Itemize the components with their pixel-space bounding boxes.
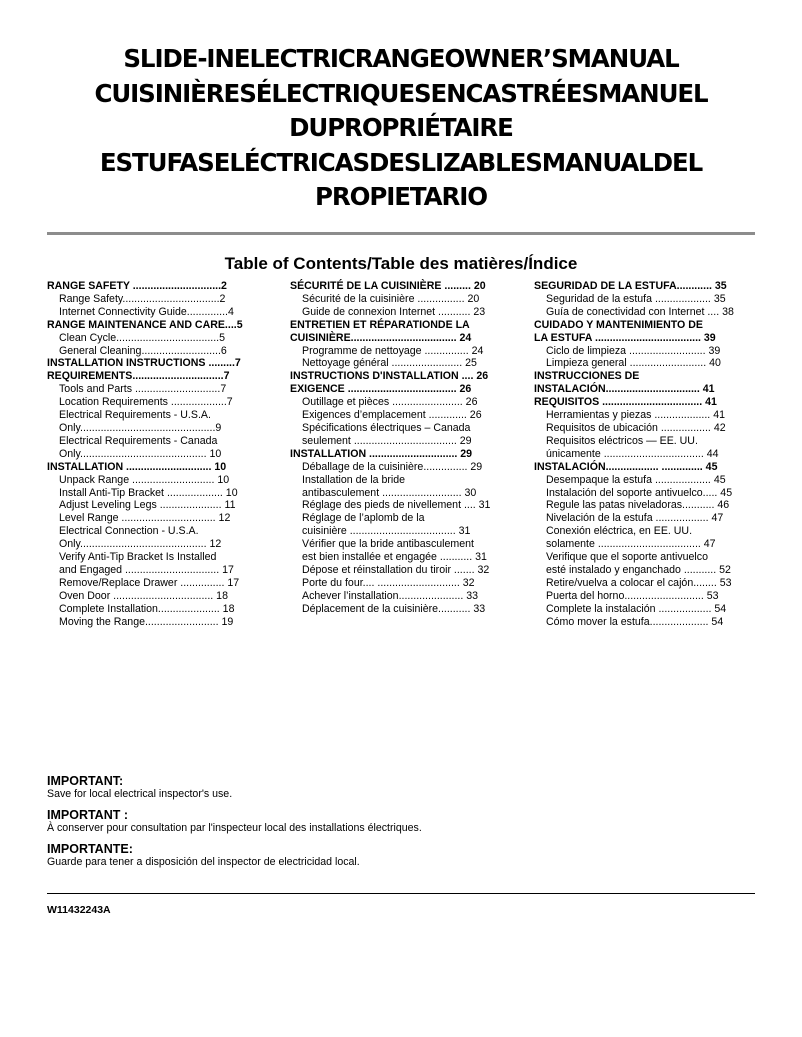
- toc-subsection-entry: Vérifier que la bride antibasculement: [302, 538, 474, 551]
- toc-subsection-entry: seulement ................................... 29: [302, 434, 472, 447]
- toc-subsection-entry: Installation de la bride: [302, 473, 406, 486]
- note-heading-spanish: IMPORTANTE:: [47, 842, 133, 856]
- toc-subsection-entry: est bien installée et engagée ........... 31: [302, 551, 487, 564]
- toc-subsection-entry: Déballage de la cuisinière............... 29: [302, 460, 483, 473]
- toc-subsection-entry: Limpieza general .......................... 40: [546, 357, 721, 370]
- note-heading-french: IMPORTANT :: [47, 808, 129, 822]
- toc-subsection-entry: and Engaged ................................ 17: [59, 563, 234, 576]
- manual-title: [40, 42, 762, 215]
- toc-subsection-entry: únicamente .................................. 44: [546, 447, 719, 460]
- toc-subsection-entry: Cómo mover la estufa.................... 54: [546, 615, 724, 628]
- title-line: PROPIETARIO: [315, 182, 487, 211]
- title-line: DUPROPRIÉTAIRE: [289, 113, 513, 142]
- toc-subsection-entry: Herramientas y piezas ................... 41: [546, 409, 725, 422]
- important-notes: [47, 774, 755, 876]
- toc-subsection-entry: Spécifications électriques – Canada: [302, 421, 471, 434]
- toc-subsection-entry: Only..............................................9: [59, 421, 222, 434]
- toc-subsection-entry: Programme de nettoyage ............... 24: [302, 344, 484, 357]
- toc-section-entry: SEGURIDAD DE LA ESTUFA............ 35: [534, 280, 727, 292]
- toc-section-entry: LA ESTUFA .................................... 39: [534, 331, 716, 344]
- toc-subsection-entry: Achever l’installation...................... 33: [302, 589, 479, 602]
- title-line: CUISINIÈRESÉLECTRIQUESENCASTRÉESMANUEL: [94, 78, 708, 108]
- toc-subsection-entry: Electrical Requirements - Canada: [59, 434, 218, 447]
- toc-subsection-entry: Sécurité de la cuisinière ................ 20: [302, 292, 480, 305]
- toc-subsection-entry: Guide de connexion Internet ........... 23: [302, 305, 486, 318]
- toc-section-entry: INSTALACIÓN................................ 41: [534, 383, 715, 396]
- toc-subsection-entry: Clean Cycle...................................5: [59, 331, 226, 344]
- toc-section-entry: INSTRUCCIONES DE: [534, 370, 640, 383]
- note-heading-english: IMPORTANT:: [47, 774, 124, 788]
- toc-subsection-entry: solamente ................................... 47: [546, 538, 716, 551]
- toc-subsection-entry: Only........................................... 10: [59, 447, 222, 460]
- toc-subsection-entry: Instalación del soporte antivuelco..... 45: [546, 486, 733, 499]
- toc-subsection-entry: Requisitos de ubicación ................. 42: [546, 421, 726, 434]
- toc-subsection-entry: Puerta del horno........................... 53: [546, 589, 719, 602]
- toc-section-entry: INSTALACIÓN.................. .............. 45: [534, 460, 718, 473]
- toc-section-entry: CUIDADO Y MANTENIMIENTO DE: [534, 318, 703, 331]
- toc-subsection-entry: Install Anti-Tip Bracket ................... 10: [59, 486, 238, 499]
- toc-subsection-entry: Retire/vuelva a colocar el cajón........ 53: [546, 576, 732, 589]
- toc-subsection-entry: Seguridad de la estufa ................... 35: [546, 292, 726, 305]
- toc-subsection-entry: Electrical Requirements - U.S.A.: [59, 409, 211, 422]
- toc-subsection-entry: Desempaque la estufa ................... 45: [546, 473, 726, 486]
- toc-section-entry: RANGE SAFETY ..............................2: [47, 280, 227, 292]
- toc-subsection-entry: Guía de conectividad con Internet .... 38: [546, 305, 734, 318]
- toc-subsection-entry: Conexión eléctrica, en EE. UU.: [546, 525, 693, 538]
- toc-subsection-entry: Electrical Connection - U.S.A.: [59, 525, 199, 538]
- note-text-spanish: Guarde para tener a disposición del inspector de electricidad local.: [47, 856, 360, 868]
- toc-subsection-entry: Level Range ................................ 12: [59, 512, 231, 525]
- toc-column-spanish: [534, 280, 764, 628]
- toc-column-french: [290, 280, 518, 616]
- footer-divider: [47, 893, 755, 894]
- toc-heading: Table of Contents/Table des matières/Índice: [224, 254, 578, 273]
- toc-subsection-entry: Adjust Leveling Legs ..................... 11: [59, 499, 236, 512]
- toc-section-entry: INSTALLATION INSTRUCTIONS .........7: [47, 357, 241, 370]
- toc-subsection-entry: Regule las patas niveladoras........... 46: [546, 499, 730, 512]
- toc-subsection-entry: Déplacement de la cuisinière........... 33: [302, 602, 486, 615]
- title-line: ESTUFASELÉCTRICASDESLIZABLESMANUALDEL: [99, 147, 703, 177]
- toc-subsection-entry: Tools and Parts .............................7: [59, 383, 227, 396]
- title-divider: [47, 232, 755, 235]
- toc-subsection-entry: Nettoyage général ........................ 25: [302, 357, 477, 370]
- toc-subsection-entry: cuisinière .................................... 31: [302, 525, 471, 538]
- toc-subsection-entry: Location Requirements ...................7: [59, 396, 233, 409]
- toc-subsection-entry: Unpack Range ............................ 10: [59, 473, 230, 486]
- toc-subsection-entry: Exigences d’emplacement ............. 26: [302, 409, 482, 422]
- toc-section-entry: INSTRUCTIONS D'INSTALLATION .... 26: [290, 370, 489, 383]
- toc-subsection-entry: Internet Connectivity Guide..............4: [59, 305, 234, 318]
- toc-subsection-entry: Oven Door .................................. 18: [59, 589, 228, 602]
- toc-subsection-entry: Verifique que el soporte antivuelco: [546, 551, 708, 564]
- toc-section-entry: EXIGENCE ..................................... 26: [290, 383, 472, 396]
- part-number: W11432243A: [47, 904, 111, 916]
- toc-subsection-entry: Outillage et pièces ........................ 26: [302, 396, 478, 409]
- toc-subsection-entry: Nivelación de la estufa .................. 47: [546, 512, 724, 525]
- toc-section-entry: INSTALLATION ............................. 10: [47, 460, 227, 473]
- toc-subsection-entry: Moving the Range......................... 19: [59, 615, 234, 628]
- note-text-english: Save for local electrical inspector's use.: [47, 788, 233, 800]
- toc-section-entry: SÉCURITÉ DE LA CUISINIÈRE ......... 20: [290, 280, 486, 292]
- toc-subsection-entry: General Cleaning...........................6: [59, 344, 227, 357]
- toc-subsection-entry: Complete Installation..................... 18: [59, 602, 235, 615]
- toc-column-english: [47, 280, 275, 628]
- toc-subsection-entry: antibasculement ........................... 30: [302, 486, 477, 499]
- title-line: SLIDE-INELECTRICRANGEOWNER’SMANUAL: [123, 44, 679, 73]
- toc-subsection-entry: Complete la instalación .................. 54: [546, 602, 727, 615]
- toc-subsection-entry: Remove/Replace Drawer ............... 17: [59, 576, 240, 589]
- toc-subsection-entry: Verify Anti-Tip Bracket Is Installed: [59, 551, 217, 564]
- toc-subsection-entry: esté instalado y enganchado ........... 52: [546, 563, 731, 576]
- toc-subsection-entry: Porte du four.... ............................ 32: [302, 576, 475, 589]
- toc-section-entry: INSTALLATION .............................. 29: [290, 447, 473, 460]
- toc-subsection-entry: Réglage de l’aplomb de la: [302, 512, 425, 525]
- toc-section-entry: REQUIREMENTS...............................7: [47, 370, 230, 383]
- toc-section-entry: CUISINIÈRE.................................... 24: [290, 331, 472, 344]
- toc-subsection-entry: Réglage des pieds de nivellement .... 31: [302, 499, 491, 512]
- toc-subsection-entry: Dépose et réinstallation du tiroir ....... 32: [302, 563, 490, 576]
- toc-subsection-entry: Ciclo de limpieza .......................... 39: [546, 344, 721, 357]
- toc-subsection-entry: Requisitos eléctricos — EE. UU.: [546, 434, 698, 447]
- toc-section-entry: REQUISITOS .................................. 41: [534, 396, 717, 409]
- toc-subsection-entry: Only........................................... 12: [59, 538, 222, 551]
- toc-section-entry: ENTRETIEN ET RÉPARATIONDE LA: [290, 318, 470, 331]
- note-text-french: À conserver pour consultation par l'inspecteur local des installations électriques.: [47, 822, 422, 834]
- toc-section-entry: RANGE MAINTENANCE AND CARE....5: [47, 318, 243, 331]
- toc-subsection-entry: Range Safety.................................2: [59, 292, 226, 305]
